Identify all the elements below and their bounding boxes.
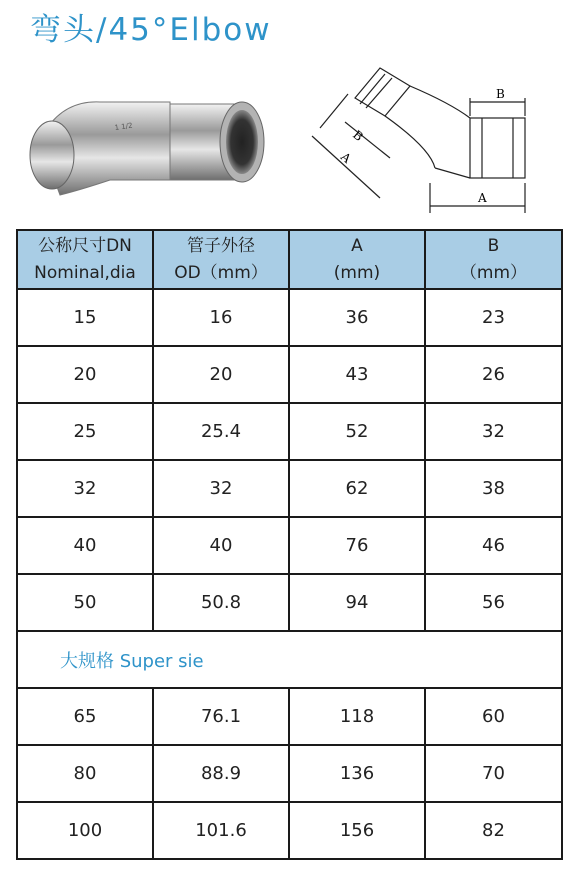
- table-cell: 25.4: [153, 403, 289, 460]
- elbow-dimension-drawing: [300, 58, 550, 218]
- table-row: [17, 403, 562, 460]
- table-cell: 50: [17, 574, 153, 631]
- table-cell: 88.9: [153, 745, 289, 802]
- table-cell: 80: [17, 745, 153, 802]
- header-dn: 公称尺寸DN Nominal,dia: [17, 230, 153, 289]
- table-cell: 101.6: [153, 802, 289, 859]
- table-cell: 26: [425, 346, 562, 403]
- label-b: B: [496, 87, 505, 101]
- table-row: [17, 688, 562, 745]
- table-cell: 25: [17, 403, 153, 460]
- table-row: [17, 460, 562, 517]
- header-a: A (mm): [289, 230, 425, 289]
- section-row: [17, 631, 562, 688]
- table-cell: 118: [289, 688, 425, 745]
- table-header-row: [17, 230, 562, 289]
- table-cell: 70: [425, 745, 562, 802]
- table-cell: 100: [17, 802, 153, 859]
- dimension-table: [16, 229, 563, 860]
- table-cell: 94: [289, 574, 425, 631]
- label-a: A: [478, 191, 487, 205]
- table-cell: 156: [289, 802, 425, 859]
- table-cell: 40: [153, 517, 289, 574]
- table-cell: 20: [17, 346, 153, 403]
- table-cell: 16: [153, 289, 289, 346]
- elbow-product-photo: [20, 80, 280, 210]
- table-cell: 52: [289, 403, 425, 460]
- svg-text:1 1/2: 1 1/2: [114, 121, 134, 132]
- table-cell: 46: [425, 517, 562, 574]
- table-cell: 32: [425, 403, 562, 460]
- table-row: [17, 802, 562, 859]
- table-row: [17, 346, 562, 403]
- table-cell: 43: [289, 346, 425, 403]
- table-row: [17, 517, 562, 574]
- label-a-left: A: [338, 149, 354, 166]
- table-cell: 76.1: [153, 688, 289, 745]
- table-cell: 36: [289, 289, 425, 346]
- table-cell: 76: [289, 517, 425, 574]
- header-b: B （mm）: [425, 230, 562, 289]
- table-row: [17, 745, 562, 802]
- section-label: 大规格 Super sie: [17, 631, 562, 688]
- table-cell: 60: [425, 688, 562, 745]
- table-cell: 20: [153, 346, 289, 403]
- table-cell: 136: [289, 745, 425, 802]
- table-cell: 65: [17, 688, 153, 745]
- table-cell: 62: [289, 460, 425, 517]
- table-cell: 38: [425, 460, 562, 517]
- page-title: 弯头/45°Elbow: [30, 12, 272, 48]
- table-cell: 56: [425, 574, 562, 631]
- table-cell: 32: [17, 460, 153, 517]
- table-cell: 82: [425, 802, 562, 859]
- table-cell: 15: [17, 289, 153, 346]
- table-cell: 50.8: [153, 574, 289, 631]
- table-cell: 32: [153, 460, 289, 517]
- header-od: 管子外径 OD（mm）: [153, 230, 289, 289]
- label-b-left: B: [350, 127, 366, 144]
- table-cell: 23: [425, 289, 562, 346]
- table-row: [17, 289, 562, 346]
- table-cell: 40: [17, 517, 153, 574]
- table-row: [17, 574, 562, 631]
